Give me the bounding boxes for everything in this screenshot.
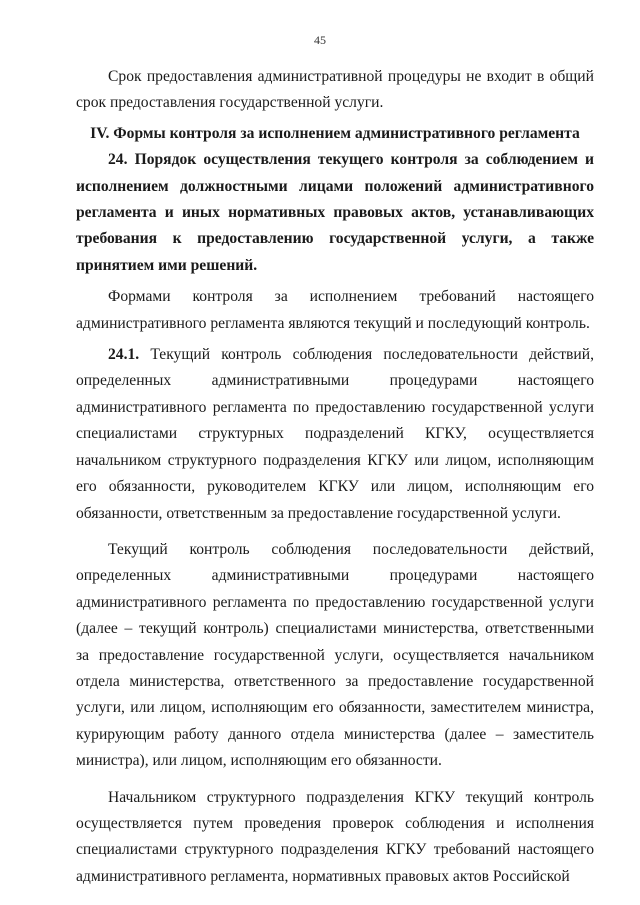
paragraph-deadline: Срок предоставления административной процедуры не входит в общий срок предоставления государственной услуги. <box>76 68 594 112</box>
paragraph-control-forms: Формами контроля за исполнением требований настоящего административного регламента являются текущий и последующий контроль. <box>76 288 594 332</box>
paragraph-24-1 <box>76 342 594 527</box>
page-number: 45 <box>314 33 326 47</box>
paragraph-chief-control: Начальником структурного подразделения КГКУ текущий контроль осуществляется путем проведения проверок соблюдения и исполнения специалистами структурного подразделения КГКУ требований настоящего административного регламента, нормативных правовых актов Российской <box>76 788 594 885</box>
clause-text: Текущий контроль соблюдения последовательности действий, определенных административными процедурами настоящего административного регламента по предоставлению государственной услуги специалистами структурных подразделений КГКУ, осуществляется начальником структурного подразделения КГКУ или лицом, исполняющим его обязанности, руководителем КГКУ или лицом, исполняющим его обязанности, ответственным за предоставление государственной услуги. <box>76 346 594 522</box>
section-heading: IV. Формы контроля за исполнением административного регламента <box>90 124 580 142</box>
document-body <box>76 64 594 890</box>
subsection-heading-24: 24. Порядок осуществления текущего контроля за соблюдением и исполнением должностными лицами положений административного регламента и иных нормативных правовых актов, устанавливающих требования к предоставлению государственной услуги, а также принятием ими решений. <box>76 151 594 274</box>
paragraph-current-control: Текущий контроль соблюдения последовательности действий, определенных административными процедурами настоящего административного регламента по предоставлению государственной услуги (далее – текущий контроль) специалистами министерства, ответственными за предоставление государственной услуги, осуществляется начальником отдела министерства, ответственного за предоставление государственной услуги, или лицом, исполняющим его обязанности, заместителем министра, курирующим работу данного отдела министерства (далее – заместитель министра), или лицом, исполняющим его обязанности. <box>76 540 594 770</box>
clause-number: 24.1. <box>108 346 140 364</box>
